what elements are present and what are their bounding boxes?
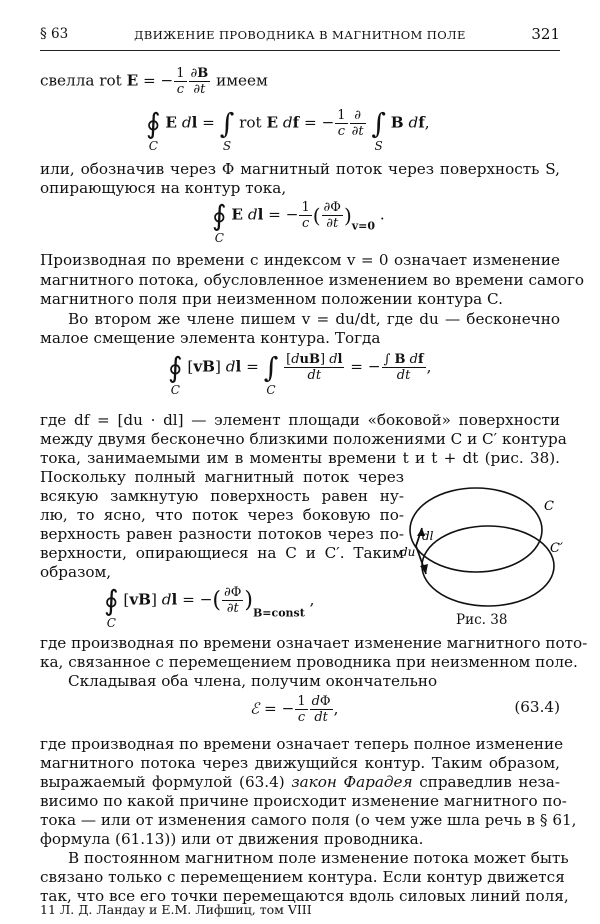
faraday-law-term: закон Фарадея (291, 773, 413, 791)
text-line: тока — или от изменения самого поля (о чем уже шла речь в § 61, (40, 811, 577, 829)
label-c-prime: C′ (550, 541, 563, 556)
text-line: Складывая оба члена, получим окончательно (68, 672, 438, 690)
text-line: формула (61.13)) или от движения проводника. (40, 830, 424, 848)
text-line: образом, (40, 563, 112, 581)
du-arrowhead (420, 564, 428, 574)
header-rule (40, 50, 560, 51)
text-line: лю, то ясно, что поток через боковую по- (40, 506, 404, 524)
text-line: или, обозначив через Φ магнитный поток через поверхность S, (40, 160, 560, 178)
text-line: малое смещение элемента контура. Тогда (40, 329, 381, 347)
page-number: 321 (531, 25, 560, 43)
equation-5: ℰ = − $\frac{1}{c}$ $\frac{d\Phi}{dt}$ , (250, 694, 339, 725)
text-line: Во втором же члене пишем v = du/dt, где du — бесконечно (68, 310, 560, 328)
text-line: всякую замкнутую поверхность равен ну- (40, 487, 404, 505)
page-footer: 11 Л. Д. Ландау и Е.М. Лифшиц, том VIII (40, 902, 312, 917)
text-line: выражаемый формулой (63.4) закон Фарадея справедлив неза- (40, 773, 560, 791)
text-line: где производная по времени означает изменение магнитного пото- (40, 634, 588, 652)
running-header (40, 26, 560, 48)
equation-1: ∮ C E dl = ∫ S rot E df = − $\frac{1}{c}$ $\frac{\partial}{\partial t}$ ∫ S B df, (146, 106, 430, 153)
label-c: C (544, 499, 554, 514)
text-line: верхности, опирающиеся на C и C′. Таким (40, 544, 404, 562)
text-line: где производная по времени означает теперь полное изменение (40, 735, 564, 753)
equation-4: ∮ C [vB] dl = −( $\frac{\partial\Phi}{\partial t}$ )$_{B=const}$ , (104, 583, 315, 630)
equation-number: (63.4) (514, 698, 560, 716)
text-line: так, что все его точки перемещаются вдоль силовых линий поля, (40, 887, 569, 905)
text-line: висимо по какой причине происходит изменение магнитного по- (40, 792, 567, 810)
text-line: Производная по времени с индексом v = 0 означает изменение (40, 251, 560, 269)
equation-3: ∮ C [vB] dl = ∫ C $\frac{\text{[duB] dl}}{dt}$ = − $\frac{\text{∫ B df}}{dt}$ , (168, 350, 432, 397)
text-line: Поскольку полный магнитный поток через (40, 468, 404, 486)
text-line: между двумя бесконечно близкими положениями C и C′ контура (40, 430, 567, 448)
text-line: магнитного поля при неизменном положении контура C. (40, 290, 503, 308)
text-line: где df = [du · dl] — элемент площади «боковой» поверхности (40, 411, 560, 429)
text-line: верхность равен разности потоков через по- (40, 525, 404, 543)
text-line: магнитного потока, обусловленное изменением во времени самого (40, 271, 585, 289)
figure-caption: Рис. 38 (456, 612, 508, 628)
figure-38 (396, 462, 572, 632)
text-line: связано только с перемещением контура. Если контур движется (40, 868, 565, 886)
equation-2: ∮ C E dl = − $\frac{1}{c}$ ( $\frac{\partial\Phi}{\partial t}$ )$_{v=0}$ . (212, 198, 385, 245)
label-dl: dl (422, 529, 434, 543)
text-line: свелла rot E = − $\frac{1}{c}$ $\frac{\partial B}{\partial t}$ имеем (40, 66, 268, 97)
text-line: магнитного потока через движущийся контур. Таким образом, (40, 754, 560, 772)
chapter-title: ДВИЖЕНИЕ ПРОВОДНИКА В МАГНИТНОМ ПОЛЕ (134, 28, 466, 42)
text-line: В постоянном магнитном поле изменение потока может быть (68, 849, 569, 867)
text-line: ка, связанное с перемещением проводника при неизменном поле. (40, 653, 578, 671)
text-line: тока, занимаемыми им в моменты времени t и t + dt (рис. 38). (40, 449, 560, 467)
text-line: опирающуюся на контур тока, (40, 179, 287, 197)
section-number: § 63 (40, 26, 69, 42)
label-du: du (400, 545, 416, 559)
